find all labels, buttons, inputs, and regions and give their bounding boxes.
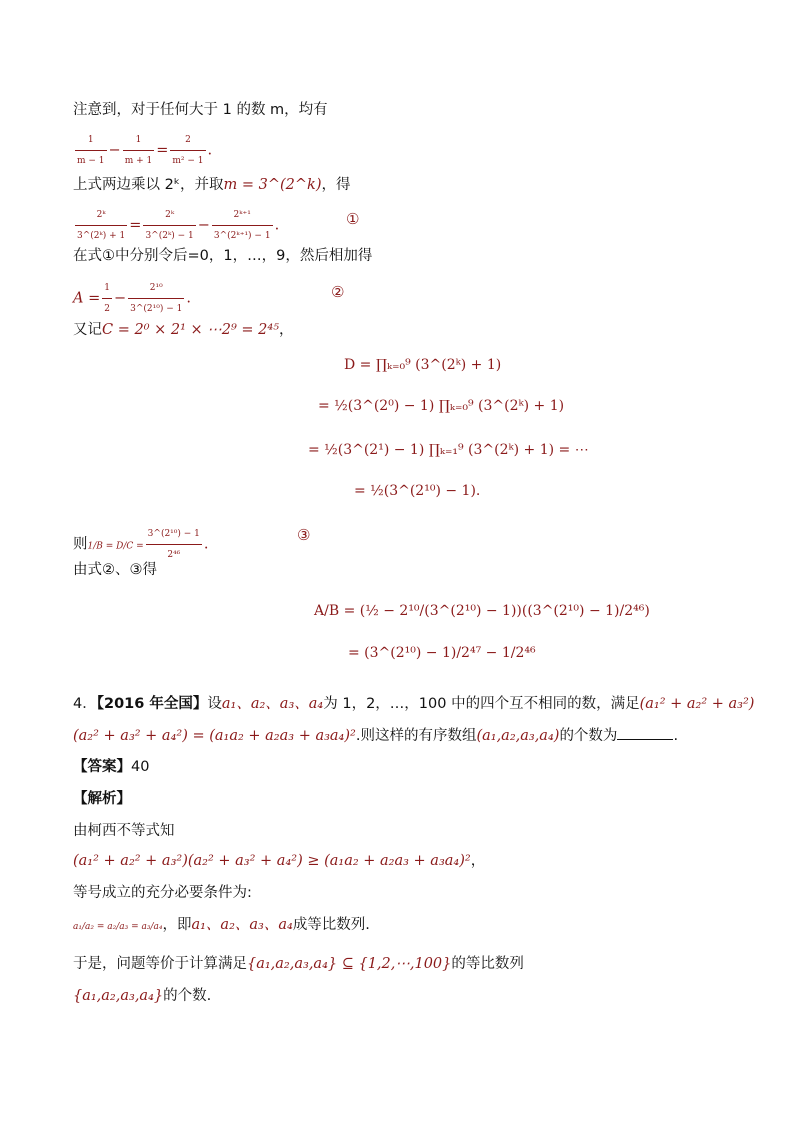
tag-2: ② bbox=[331, 283, 345, 301]
eq1-frac-c: $\frac{2}{\text{m² − 1}}$ bbox=[170, 130, 205, 171]
D-row-1: D = ∏ₖ₌₀⁹ (3^(2ᵏ) + 1) bbox=[344, 357, 502, 373]
D-row-2: = ½(3^(2⁰) − 1) ∏ₖ₌₀⁹ (3^(2ᵏ) + 1) bbox=[318, 398, 565, 414]
tag-1: ① bbox=[346, 210, 360, 228]
cauchy-equation: (a₁² + a₂² + a₃²)(a₂² + a₃² + a₄²) ≥ (a₁a₂ + a₂a₃ + a₃a₄)²， bbox=[73, 853, 486, 869]
tag-3: ③ bbox=[297, 526, 311, 544]
C-line: 又记C = 2⁰ × 2¹ × ⋯2⁹ = 2⁴⁵， bbox=[73, 322, 294, 338]
AB-row-2: = (3^(2¹⁰) − 1)/2⁴⁷ − 1/2⁴⁶ bbox=[348, 645, 536, 661]
equation-3: A = $\frac{1}{2}$ − $\frac{\text{2¹⁰}}{\text{3\textasciicircum{}(2¹⁰) − 1}}$ . bbox=[73, 278, 191, 319]
answer-line: 【答案】40 bbox=[73, 759, 150, 775]
final-line-2: {a₁,a₂,a₃,a₄}的个数. bbox=[73, 988, 212, 1004]
from-line: 由式②、③得 bbox=[73, 562, 157, 578]
equation-1: $\frac{1}{m - 1}$ − $\frac{1}{m + 1}$ = $\frac{2}{\text{m² − 1}}$ . bbox=[73, 130, 212, 171]
sum-line: 在式①中分别令后=0，1，…，9，然后相加得 bbox=[73, 248, 373, 264]
equation-4: 则1/B = D/C = $\frac{\text{3\textasciicircum{}(2¹⁰) − 1}}{\text{2⁴⁶}}$ . bbox=[73, 524, 209, 565]
AB-row-1: A/B = (½ − 2¹⁰/(3^(2¹⁰) − 1))((3^(2¹⁰) − 1)/2⁴⁶) bbox=[314, 603, 650, 619]
answer-blank bbox=[617, 725, 673, 740]
D-row-3: = ½(3^(2¹) − 1) ∏ₖ₌₁⁹ (3^(2ᵏ) + 1) = ⋯ bbox=[308, 442, 589, 458]
question-4-line-1: 4．【2016 年全国】设a₁、a₂、a₃、a₄为 1，2，…，100 中的四个互不相同的数，满足(a₁² + a₂² + a₃²) bbox=[73, 696, 755, 712]
analysis-label: 【解析】 bbox=[73, 791, 131, 807]
eq1-frac-b: $\frac{1}{m + 1}$ bbox=[123, 130, 155, 171]
D-row-4: = ½(3^(2¹⁰) − 1). bbox=[354, 483, 481, 499]
question-4-line-2: (a₂² + a₃² + a₄²) = (a₁a₂ + a₂a₃ + a₃a₄)².则这样的有序数组(a₁,a₂,a₃,a₄)的个数为 . bbox=[73, 725, 678, 746]
eq1-frac-a: $\frac{1}{m - 1}$ bbox=[75, 130, 107, 171]
ratio-line: a₁/a₂ = a₂/a₃ = a₃/a₄，即a₁、a₂、a₃、a₄成等比数列. bbox=[73, 917, 370, 933]
multiply-line: 上式两边乘以 2ᵏ，并取m = 3^(2^k)，得 bbox=[73, 177, 351, 193]
intro-text: 注意到，对于任何大于 1 的数 m，均有 bbox=[73, 102, 328, 118]
condition-line: 等号成立的充分必要条件为: bbox=[73, 885, 252, 901]
equation-2: $\frac{\text{2ᵏ}}{\text{3\textasciicircum{}(2ᵏ) + 1}}$ = $\frac{\text{2ᵏ}}{\text{3\textasciicircum{}(2ᵏ) − 1}}$ − $\frac{\text{2ᵏ⁺¹}}{\text{3\textasciicircum{}(2ᵏ⁺¹) − 1}}$ . bbox=[73, 205, 279, 246]
cauchy-line: 由柯西不等式知 bbox=[73, 823, 175, 839]
final-line-1: 于是，问题等价于计算满足{a₁,a₂,a₃,a₄} ⊆ {1,2,⋯,100}的等比数列 bbox=[73, 956, 524, 972]
